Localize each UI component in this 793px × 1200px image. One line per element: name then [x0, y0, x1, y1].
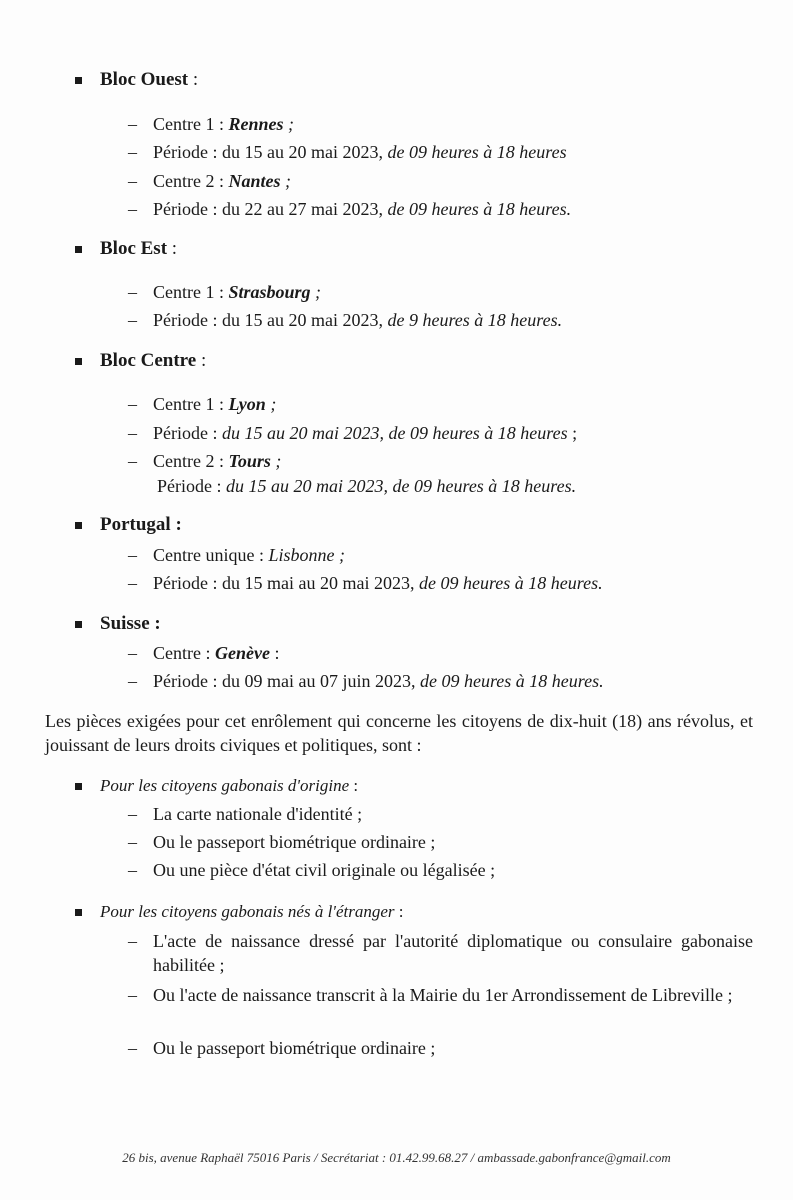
bloc-ouest-heading: Bloc Ouest : [100, 69, 199, 90]
dash-icon: – [128, 423, 137, 443]
portugal-heading: Portugal : [100, 514, 182, 535]
dash-icon: – [128, 573, 137, 593]
bloc-centre-heading: Bloc Centre : [100, 350, 207, 371]
dash-icon: – [128, 545, 137, 565]
suisse-periode: Période : du 09 mai au 07 juin 2023, de 09 heures à 18 heures. [153, 671, 604, 691]
dash-icon: – [128, 1038, 137, 1058]
origine-item-1: La carte nationale d'identité ; [153, 804, 363, 824]
suisse-centre: Centre : Genève : [153, 643, 280, 663]
bullet-square-icon [75, 77, 82, 84]
portugal-centre: Centre unique : Lisbonne ; [153, 545, 345, 565]
dash-icon: – [128, 142, 137, 162]
dash-icon: – [128, 171, 137, 191]
dash-icon: – [128, 804, 137, 824]
pieces-intro-paragraph: Les pièces exigées pour cet enrôlement qui concerne les citoyens de dix-huit (18) ans révolus, et jouissant de leurs droits civiques et politiques, sont : [45, 711, 753, 755]
dash-icon: – [128, 114, 137, 134]
bullet-square-icon [75, 783, 82, 790]
bullet-square-icon [75, 246, 82, 253]
etranger-heading: Pour les citoyens gabonais nés à l'étranger : [100, 902, 404, 921]
bloc-est-heading: Bloc Est : [100, 238, 178, 259]
dash-icon: – [128, 199, 137, 219]
etranger-item-1: L'acte de naissance dressé par l'autorité diplomatique ou consulaire gabonaise habilitée ; [153, 931, 753, 975]
dash-icon: – [128, 860, 137, 880]
bloc-ouest-centre-1: Centre 1 : Rennes ; [153, 114, 294, 134]
suisse-heading: Suisse : [100, 613, 161, 634]
bloc-centre-periode-1: Période : du 15 au 20 mai 2023, de 09 heures à 18 heures ; [153, 423, 578, 443]
dash-icon: – [128, 394, 137, 414]
bullet-square-icon [75, 909, 82, 916]
bullet-square-icon [75, 358, 82, 365]
origine-item-2: Ou le passeport biométrique ordinaire ; [153, 832, 436, 852]
etranger-item-3: Ou le passeport biométrique ordinaire ; [153, 1038, 436, 1058]
etranger-item-2: Ou l'acte de naissance transcrit à la Mairie du 1er Arrondissement de Libreville ; [153, 985, 733, 1005]
dash-icon: – [128, 985, 137, 1005]
bloc-centre-centre-2: Centre 2 : Tours ; [153, 451, 282, 471]
bloc-ouest-centre-2: Centre 2 : Nantes ; [153, 171, 291, 191]
dash-icon: – [128, 832, 137, 852]
origine-heading: Pour les citoyens gabonais d'origine : [100, 776, 359, 795]
origine-item-3: Ou une pièce d'état civil originale ou légalisée ; [153, 860, 496, 880]
bullet-square-icon [75, 522, 82, 529]
bloc-est-periode-1: Période : du 15 au 20 mai 2023, de 9 heures à 18 heures. [153, 310, 563, 330]
page-footer: 26 bis, avenue Raphaël 75016 Paris / Secrétariat : 01.42.99.68.27 / ambassade.gabonfrance@gmail.com [122, 1150, 671, 1165]
bloc-ouest-periode-2: Période : du 22 au 27 mai 2023, de 09 heures à 18 heures. [153, 199, 572, 219]
bloc-centre-centre-1: Centre 1 : Lyon ; [153, 394, 277, 414]
portugal-periode: Période : du 15 mai au 20 mai 2023, de 09 heures à 18 heures. [153, 573, 603, 593]
bloc-centre-periode-2: Période : du 15 au 20 mai 2023, de 09 heures à 18 heures. [157, 476, 577, 496]
bullet-square-icon [75, 621, 82, 628]
bloc-ouest-periode-1: Période : du 15 au 20 mai 2023, de 09 heures à 18 heures [153, 142, 567, 162]
dash-icon: – [128, 310, 137, 330]
bloc-est-centre-1: Centre 1 : Strasbourg ; [153, 282, 322, 302]
dash-icon: – [128, 671, 137, 691]
dash-icon: – [128, 451, 137, 471]
dash-icon: – [128, 643, 137, 663]
dash-icon: – [128, 282, 137, 302]
dash-icon: – [128, 931, 137, 951]
